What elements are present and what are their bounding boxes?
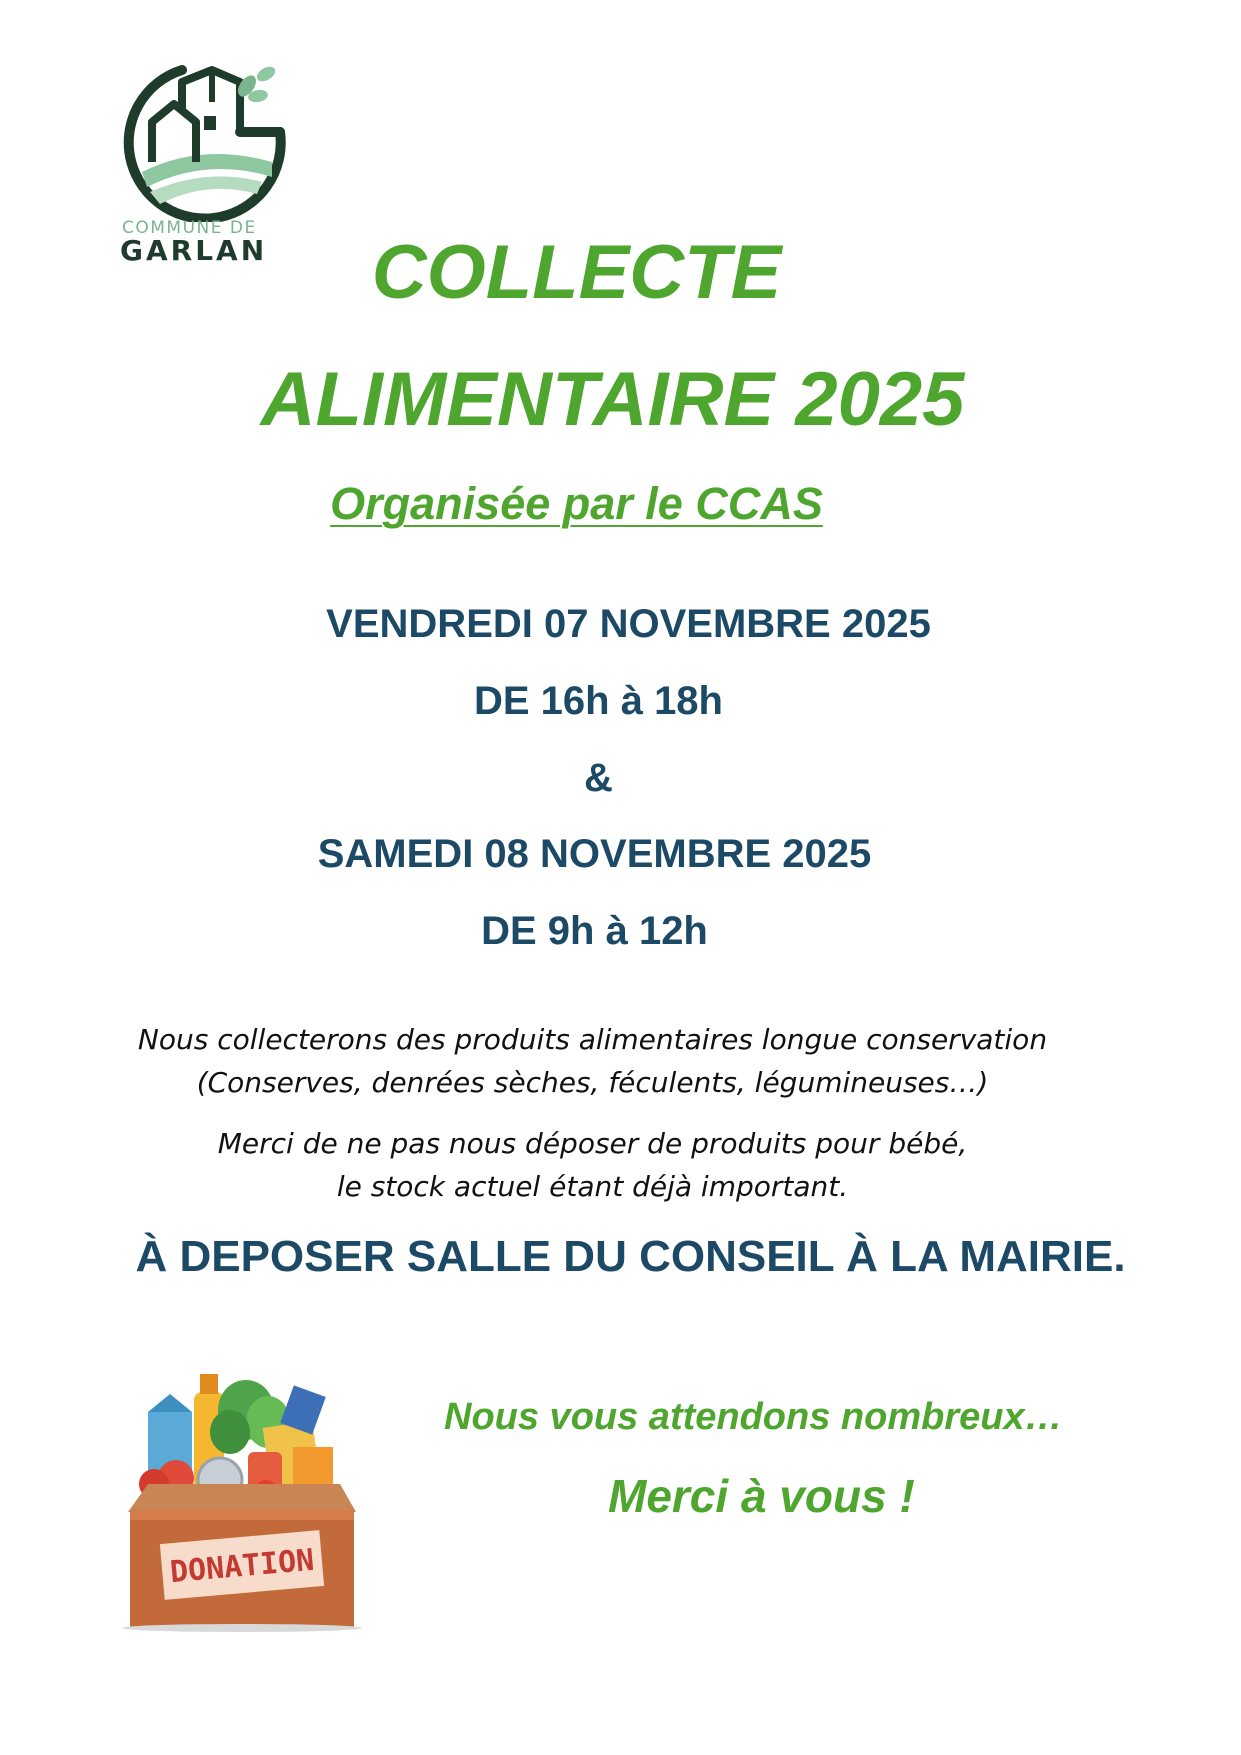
note-line-2: (Conserves, denrées sèches, féculents, légumineuses…) — [196, 1066, 989, 1099]
hours-friday: DE 16h à 18h — [473, 679, 723, 723]
schedule-separator: & — [584, 756, 613, 800]
note-line-1: Nous collecterons des produits alimentaires longue conservation — [137, 1023, 1048, 1056]
donation-label: DONATION — [168, 1542, 316, 1591]
title-line-2: ALIMENTAIRE 2025 — [260, 357, 965, 442]
food-donation-box-icon — [118, 1352, 368, 1632]
deposit-location: À DEPOSER SALLE DU CONSEIL À LA MAIRIE. — [135, 1232, 1126, 1281]
closing-line-1: Nous vous attendons nombreux… — [444, 1396, 1063, 1438]
date-friday: VENDREDI 07 NOVEMBRE 2025 — [326, 602, 931, 646]
title-line-1: COLLECTE — [371, 230, 782, 315]
date-saturday: SAMEDI 08 NOVEMBRE 2025 — [317, 832, 872, 876]
organizer-subtitle: Organisée par le CCAS — [330, 478, 823, 529]
hours-saturday: DE 9h à 12h — [481, 909, 708, 953]
village-emblem-icon — [112, 62, 312, 222]
logo-line-commune: COMMUNE DE — [122, 218, 257, 238]
logo-line-garlan: GARLAN — [120, 234, 268, 267]
closing-line-2: Merci à vous ! — [608, 1470, 915, 1522]
note-line-3: Merci de ne pas nous déposer de produits pour bébé, — [217, 1127, 968, 1160]
donation-box-illustration — [118, 1352, 368, 1632]
note-line-4: le stock actuel étant déjà important. — [336, 1170, 849, 1203]
